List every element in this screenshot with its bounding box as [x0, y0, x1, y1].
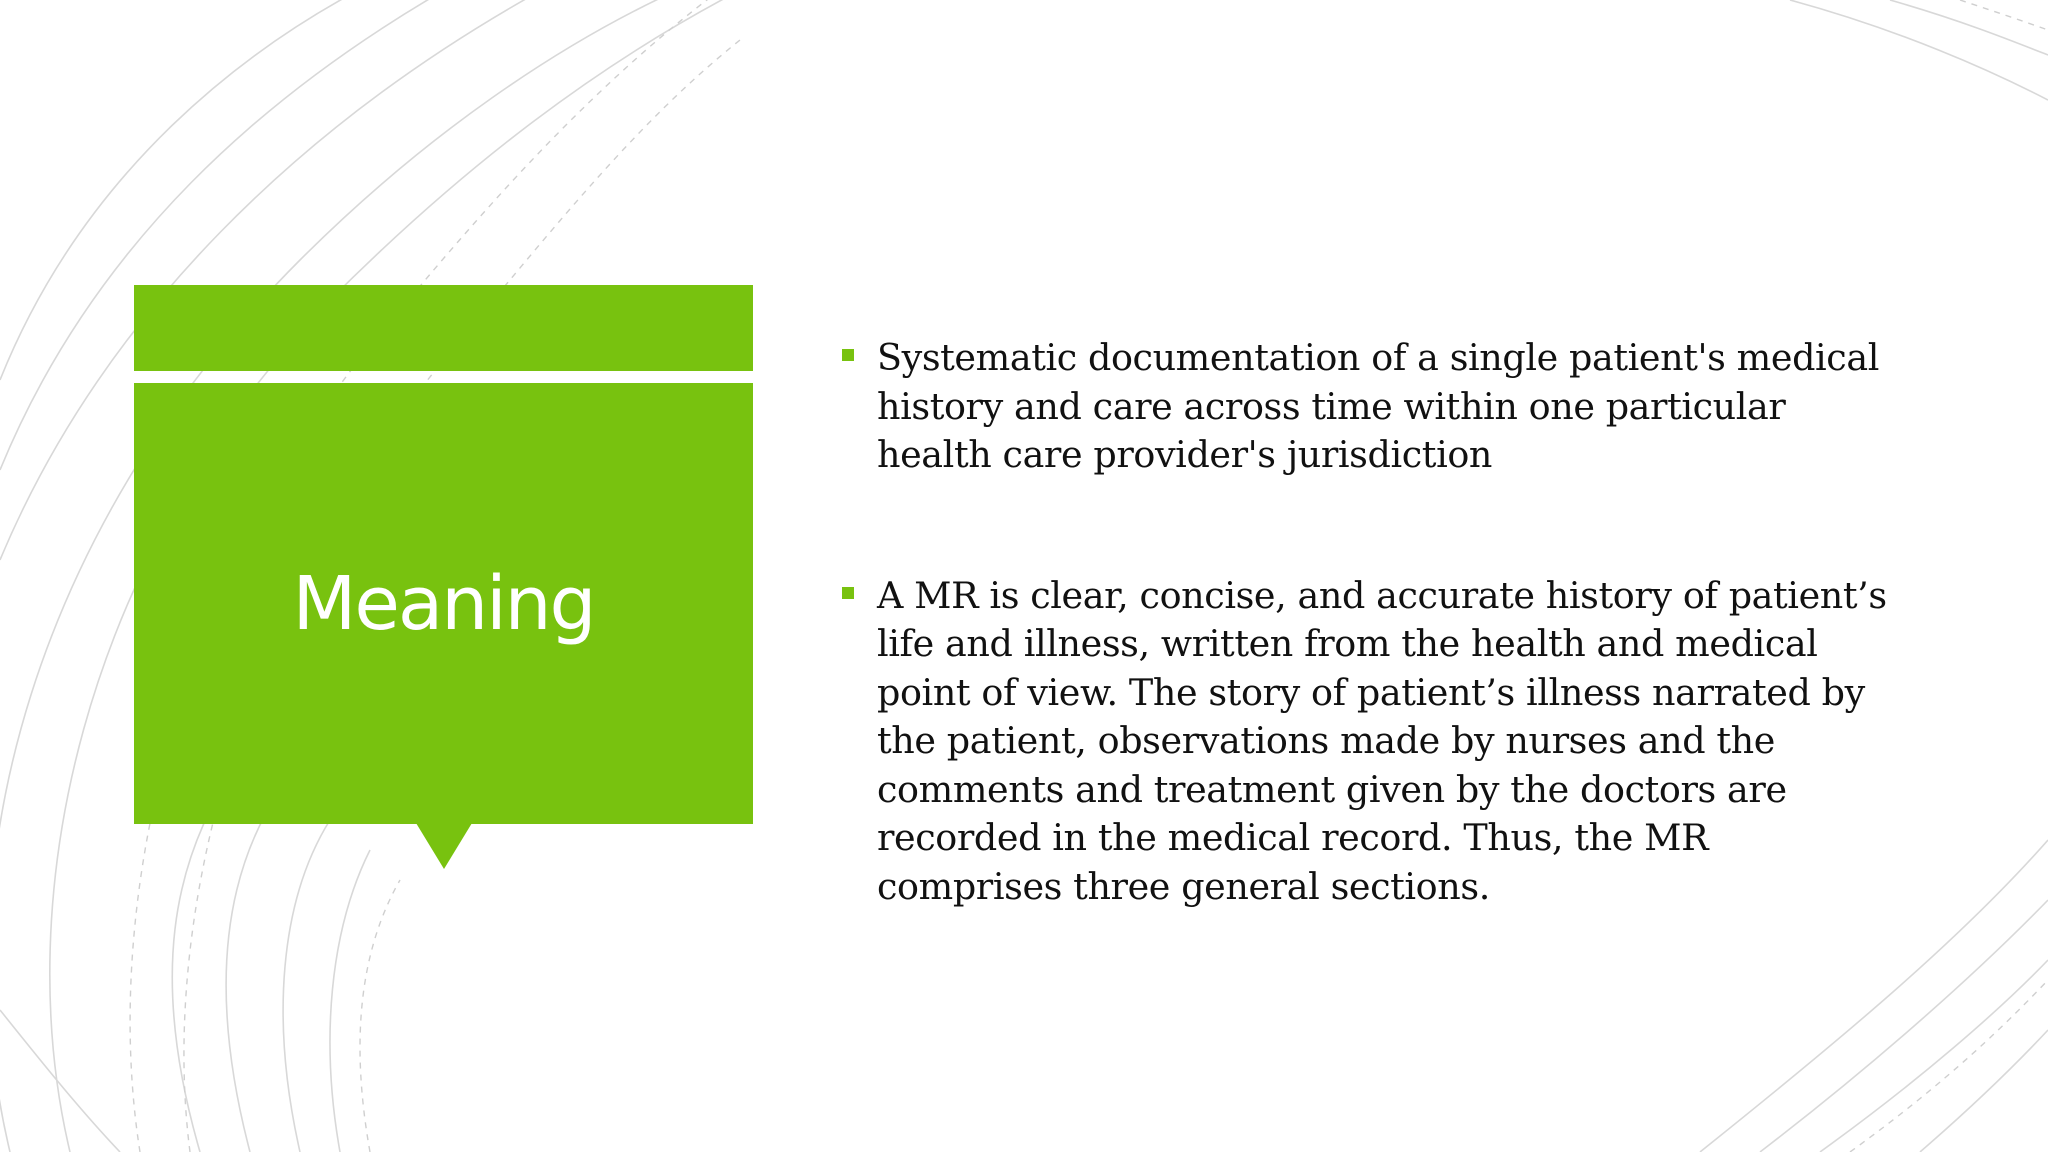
bullet-item [840, 334, 1900, 480]
title-accent-bar [134, 285, 753, 371]
square-bullet-icon [842, 587, 854, 599]
arc-line-dashed [360, 880, 400, 1152]
callout-pointer-icon [416, 823, 472, 869]
arc-line [283, 820, 330, 1152]
arc-line [1890, 0, 2048, 55]
arc-line [330, 850, 370, 1152]
bullet-list [840, 334, 1900, 911]
arc-line [1920, 1030, 2048, 1152]
arc-line [1820, 960, 2048, 1152]
bullet-text: A MR is clear, concise, and accurate history of patient’s life and illness, written from the health and medical point of view. The story of patient’s illness narrated by the patient, observations made by nurses and the comments and treatment given by the doctors are recorded in the medical record. Thus, the MR comprises three general sections. [877, 573, 1887, 908]
arc-line [1760, 900, 2048, 1152]
arc-line [1790, 0, 2048, 100]
square-bullet-icon [842, 349, 854, 361]
slide-title: Meaning [292, 560, 595, 647]
arc-line-dashed [1960, 0, 2048, 30]
bullet-text: Systematic documentation of a single patient's medical history and care across time within one particular health care provider's jurisdiction [877, 336, 1879, 476]
bullet-item [840, 572, 1900, 912]
arc-line [0, 1010, 120, 1152]
arc-line [226, 790, 280, 1152]
